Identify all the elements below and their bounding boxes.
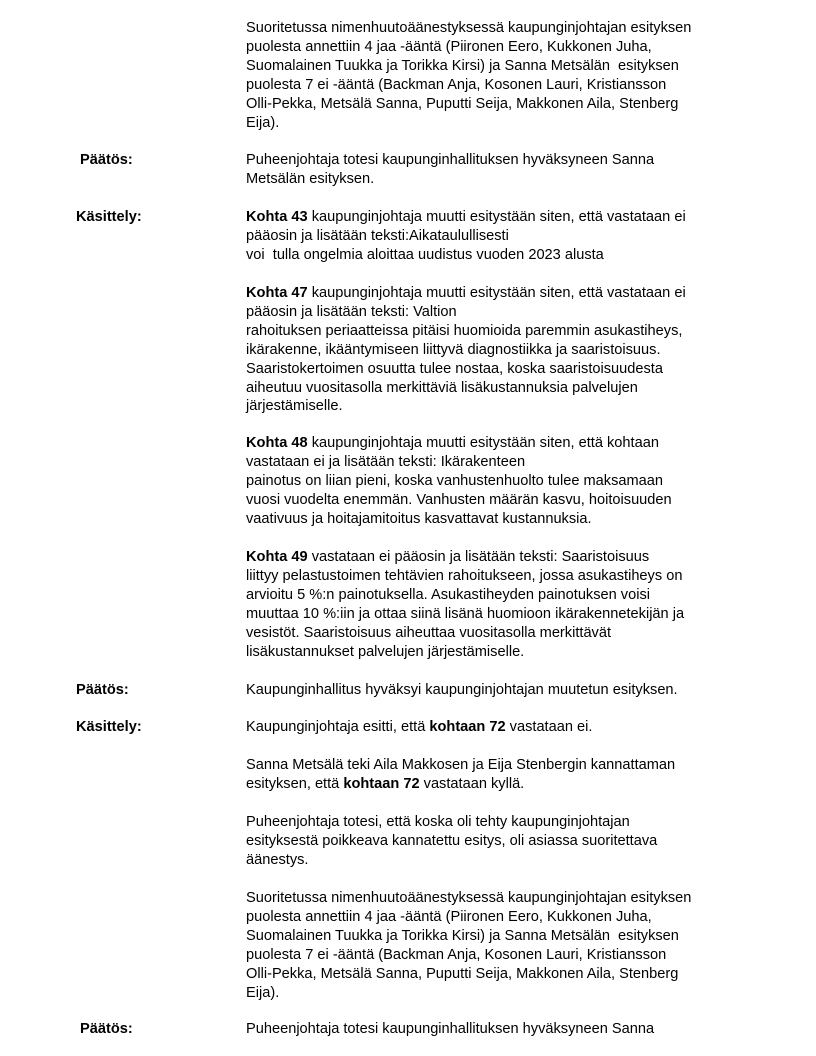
text-line: Eija). (246, 984, 280, 1001)
text-line: Puheenjohtaja totesi kaupunginhallituksen hyväksyneen Sanna (246, 1021, 655, 1037)
handling-label: Käsittely: (76, 209, 142, 225)
item-49-paragraph (246, 548, 746, 661)
text-line: vaativuus ja hoitajamitoitus kasvattavat kustannuksia. (246, 510, 592, 527)
text-line: Olli-Pekka, Metsälä Sanna, Puputti Seija, Makkonen Aila, Stenberg (246, 965, 679, 982)
text-line: liittyy pelastustoimen tehtävien rahoitukseen, jossa asukastiheys on (246, 567, 683, 584)
text-segment: Kaupunginjohtaja esitti, että (246, 719, 430, 735)
text-line: lisäkustannukset palvelujen järjestämiselle. (246, 643, 525, 660)
decision-label: Päätös: (80, 152, 133, 168)
text-line: Sanna Metsälä teki Aila Makkosen ja Eija Stenbergin kannattaman (246, 757, 676, 773)
text-line: painotus on liian pieni, koska vanhustenhuolto tulee maksamaan (246, 472, 664, 489)
text-line: vuosi vuodelta enemmän. Vanhusten määrän kasvu, hoitoisuuden (246, 491, 672, 508)
text-line: kaupunginjohtaja muutti esitystään siten, että kohtaan (307, 435, 659, 451)
text-line: Metsälän esityksen. (246, 170, 375, 187)
item-43-paragraph (246, 208, 746, 265)
text-segment: vastataan kyllä. (419, 775, 525, 792)
text-line: ikärakenne, ikääntymiseen liittyvä diagnostiikka ja saaristoisuus. (246, 341, 661, 358)
vote-result-paragraph-2 (246, 889, 746, 1002)
text-line: voi tulla ongelmia aloittaa uudistus vuoden 2023 alusta (246, 246, 604, 263)
text-line: Eija). (246, 114, 280, 131)
text-line: Saaristokertoimen osuutta tulee nostaa, koska saaristoisuudesta (246, 360, 663, 377)
item-72-proposal (246, 718, 746, 737)
vote-result-paragraph-1 (246, 19, 746, 132)
item-number: Kohta 49 (246, 549, 308, 565)
item-48-paragraph (246, 434, 746, 529)
item-number: kohtaan 72 (429, 719, 506, 735)
text-line: kaupunginjohtaja muutti esitystään siten, että vastataan ei (307, 285, 686, 301)
text-line: pääosin ja lisätään teksti:Aikataulullisesti (246, 227, 509, 244)
text-line: kaupunginjohtaja muutti esitystään siten, että vastataan ei (307, 209, 686, 225)
text-segment: vastataan ei. (505, 719, 593, 735)
text-line: Puheenjohtaja totesi kaupunginhallituksen hyväksyneen Sanna (246, 152, 655, 168)
text-line: puolesta annettiin 4 jaa -ääntä (Piironen Eero, Kukkonen Juha, (246, 908, 652, 925)
text-line: puolesta 7 ei -ääntä (Backman Anja, Kosonen Lauri, Kristiansson (246, 946, 667, 963)
item-47-paragraph (246, 284, 746, 416)
text-line: järjestämiselle. (246, 398, 343, 415)
text-segment: esityksen, että (246, 775, 344, 792)
text-line: Olli-Pekka, Metsälä Sanna, Puputti Seija, Makkonen Aila, Stenberg (246, 95, 679, 112)
text-line: puolesta 7 ei -ääntä (Backman Anja, Kosonen Lauri, Kristiansson (246, 76, 667, 93)
counter-proposal-paragraph (246, 756, 746, 794)
decision-label: Päätös: (80, 1021, 133, 1037)
text-line: Suoritetussa nimenhuutoäänestyksessä kaupunginjohtajan esityksen (246, 20, 692, 36)
text-line: vastataan ei pääosin ja lisätään teksti: Saaristoisuus (307, 549, 650, 565)
handling-label: Käsittely: (76, 719, 142, 735)
chair-statement-paragraph (246, 813, 746, 870)
text-line: Kaupunginhallitus hyväksyi kaupunginjohtajan muutetun esityksen. (246, 682, 678, 698)
text-line: arvioitu 5 %:n painotuksella. Asukastiheyden painotuksen voisi (246, 586, 651, 603)
decision-paragraph-1 (246, 151, 746, 189)
text-line: esityksestä poikkeava kannatettu esitys, oli asiassa suoritettava (246, 832, 658, 849)
item-number: Kohta 48 (246, 435, 308, 451)
text-line: muuttaa 10 %:iin ja ottaa siinä lisänä huomioon ikärakennetekijän ja (246, 605, 685, 622)
text-line: Puheenjohtaja totesi, että koska oli tehty kaupunginjohtajan (246, 814, 630, 830)
text-line: aiheutuu vuositasolla merkittäviä lisäkustannuksia palvelujen (246, 379, 638, 396)
decision-paragraph-2 (246, 681, 746, 700)
text-line: Suoritetussa nimenhuutoäänestyksessä kaupunginjohtajan esityksen (246, 890, 692, 906)
text-line: rahoituksen periaatteissa pitäisi huomioida paremmin asukastiheys, (246, 322, 683, 339)
text-line: Suomalainen Tuukka ja Torikka Kirsi) ja Sanna Metsälän esityksen (246, 927, 679, 944)
text-line: pääosin ja lisätään teksti: Valtion (246, 303, 457, 320)
decision-label: Päätös: (76, 682, 129, 698)
item-number: kohtaan 72 (343, 775, 420, 792)
item-number: Kohta 43 (246, 209, 308, 225)
text-line: vastataan ei ja lisätään teksti: Ikärakenteen (246, 453, 526, 470)
text-line: äänestys. (246, 851, 309, 868)
text-line: puolesta annettiin 4 jaa -ääntä (Piironen Eero, Kukkonen Juha, (246, 38, 652, 55)
item-number: Kohta 47 (246, 285, 308, 301)
decision-paragraph-3 (246, 1020, 746, 1039)
text-line: vesistöt. Saaristoisuus aiheuttaa vuositasolla merkittävät (246, 624, 612, 641)
text-line: Suomalainen Tuukka ja Torikka Kirsi) ja Sanna Metsälän esityksen (246, 57, 679, 74)
